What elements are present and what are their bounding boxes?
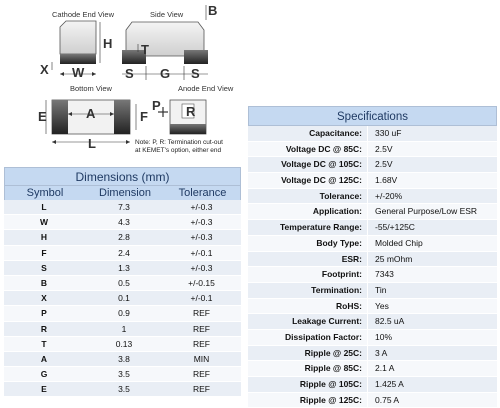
dimension-value: 1 (121, 323, 127, 334)
table-row (248, 361, 497, 377)
bottom-view-label: Bottom View (70, 84, 112, 93)
table-row (248, 330, 497, 346)
dimension-symbol: T (41, 338, 47, 349)
spec-label: Temperature Range: (279, 222, 362, 233)
termination-note (135, 139, 223, 155)
table-row (4, 230, 241, 245)
termination-note-line-2: at KEMET's option, either end (135, 147, 222, 154)
dimension-symbol: R (40, 323, 48, 334)
dimension-symbol: H (40, 232, 48, 243)
table-row (248, 189, 497, 205)
dimension-value: 4.3 (118, 217, 130, 228)
spec-value: 0.75 A (367, 393, 497, 408)
dimension-tolerance: +/-0.3 (190, 262, 213, 273)
dim-letter-g: G (160, 66, 171, 81)
dim-letter-s-right: S (191, 66, 200, 81)
spec-value: 10% (367, 330, 497, 345)
side-view-label: Side View (150, 10, 184, 19)
dimension-tolerance: +/-0.3 (190, 232, 213, 243)
spec-label: Ripple @ 25C: (304, 347, 362, 358)
dimension-symbol: X (41, 293, 47, 304)
dimension-value: 1.3 (118, 262, 130, 273)
dimension-tolerance: MIN (193, 353, 210, 364)
table-row (248, 126, 497, 142)
dimension-value: 0.1 (118, 293, 130, 304)
dimension-tolerance: +/-0.15 (188, 277, 215, 288)
dimensions-header-row (4, 186, 241, 200)
dimension-value: 3.8 (118, 353, 130, 364)
spec-value: 2.5V (367, 142, 497, 157)
spec-value: Yes (367, 299, 497, 314)
dimension-tolerance: +/-0.1 (190, 247, 213, 258)
table-row (4, 367, 241, 382)
dimension-symbol: L (41, 202, 47, 212)
dimension-symbol: A (40, 353, 48, 364)
cathode-end-view-label: Cathode End View (52, 10, 114, 19)
table-row (248, 314, 497, 330)
dimension-value: 0.5 (118, 277, 130, 288)
dimension-tolerance: REF (193, 369, 210, 380)
anode-end-view (158, 100, 206, 134)
dim-letter-p: P (152, 98, 161, 113)
dimension-tolerance: +/-0.1 (190, 293, 213, 304)
dim-letter-l: L (88, 136, 96, 151)
table-row (4, 322, 241, 337)
dimension-tolerance: +/-0.3 (190, 202, 213, 212)
spec-value: 25 mOhm (367, 252, 497, 267)
dimensions-header-symbol: Symbol (26, 187, 64, 199)
dim-letter-e: E (38, 109, 47, 124)
specifications-table (248, 106, 497, 408)
dim-letter-x: X (40, 62, 49, 77)
table-row (4, 291, 241, 306)
table-row (248, 377, 497, 393)
dimension-symbol: G (40, 369, 48, 380)
table-row (4, 215, 241, 230)
table-row (4, 352, 241, 367)
dim-letter-b: B (208, 3, 218, 18)
dimension-tolerance: REF (193, 308, 210, 319)
spec-value: +/-20% (367, 189, 497, 204)
table-row (248, 204, 497, 220)
dimension-value: 7.3 (118, 202, 130, 212)
spec-value: 82.5 uA (367, 314, 497, 329)
dimension-value: 3.5 (118, 384, 130, 395)
table-row (248, 346, 497, 362)
table-row (248, 173, 497, 189)
spec-label: Dissipation Factor: (285, 331, 362, 342)
specifications-body (248, 126, 497, 408)
table-row (248, 252, 497, 268)
dim-letter-h: H (103, 36, 113, 51)
spec-label: Capacitance: (309, 128, 362, 138)
spec-value: General Purpose/Low ESR (367, 204, 497, 219)
dimension-symbol: S (41, 262, 47, 273)
spec-value: 1.68V (367, 173, 497, 188)
table-row (4, 246, 241, 261)
specifications-title: Specifications (248, 106, 497, 126)
table-row (248, 157, 497, 173)
table-row (248, 299, 497, 315)
table-row (4, 337, 241, 352)
table-row (248, 142, 497, 158)
spec-value: 1.425 A (367, 377, 497, 392)
spec-label: Termination: (311, 284, 362, 295)
spec-label: Leakage Current: (292, 316, 362, 327)
dim-letter-w: W (72, 65, 85, 80)
dimension-symbol: P (41, 308, 47, 319)
dimension-value: 3.5 (118, 369, 130, 380)
spec-label: Application: (312, 206, 362, 217)
spec-label: Footprint: (321, 269, 362, 280)
dimension-tolerance: REF (193, 338, 210, 349)
dimension-symbol: W (39, 217, 49, 228)
package-drawing (0, 0, 250, 170)
dimensions-body (4, 200, 241, 397)
spec-value: 3 A (367, 346, 497, 361)
spec-value: 2.5V (367, 157, 497, 172)
dimension-tolerance: REF (193, 323, 210, 334)
anode-end-view-label: Anode End View (178, 84, 234, 93)
dimension-symbol: B (40, 277, 48, 288)
table-row (248, 236, 497, 252)
table-row (248, 220, 497, 236)
table-row (248, 283, 497, 299)
termination-note-line-1: Note: P, R: Termination cut-out (135, 139, 223, 146)
spec-label: Ripple @ 85C: (304, 363, 362, 374)
spec-label: Body Type: (316, 237, 362, 248)
dimension-value: 0.9 (118, 308, 130, 319)
table-row (4, 382, 241, 397)
dimension-tolerance: +/-0.3 (190, 217, 213, 228)
dimension-symbol: E (41, 384, 47, 395)
dimensions-header-dimension: Dimension (99, 187, 151, 199)
dim-letter-r: R (186, 104, 196, 119)
dim-letter-f: F (140, 109, 148, 124)
spec-label: ESR: (341, 253, 362, 264)
spec-label: RoHS: (336, 300, 362, 311)
dimension-value: 2.4 (118, 247, 130, 258)
table-row (4, 306, 241, 321)
spec-label: Voltage DC @ 125C: (281, 175, 362, 186)
dimension-value: 2.8 (118, 232, 130, 243)
spec-value: 2.1 A (367, 361, 497, 376)
dimensions-table (4, 167, 241, 397)
dim-letter-a: A (86, 106, 96, 121)
spec-label: Tolerance: (319, 190, 362, 201)
dimension-symbol: F (41, 247, 47, 258)
spec-label: Voltage DC @ 85C: (285, 143, 362, 154)
table-row (248, 267, 497, 283)
dimension-tolerance: REF (193, 384, 210, 395)
spec-label: Ripple @ 105C: (299, 379, 362, 389)
spec-value: Molded Chip (367, 236, 497, 251)
table-row (4, 276, 241, 291)
table-row (4, 200, 241, 215)
spec-value: -55/+125C (367, 220, 497, 235)
table-row (248, 393, 497, 408)
dim-letter-s-left: S (125, 66, 134, 81)
spec-label: Ripple @ 125C: (299, 394, 362, 405)
dim-letter-t: T (141, 42, 149, 57)
dimensions-header-tolerance: Tolerance (178, 187, 227, 199)
dimensions-title: Dimensions (mm) (4, 167, 241, 186)
spec-value: 7343 (367, 267, 497, 282)
spec-value: Tin (367, 283, 497, 298)
table-row (4, 261, 241, 276)
spec-value: 330 uF (367, 126, 497, 141)
spec-label: Voltage DC @ 105C: (281, 159, 362, 170)
dimension-value: 0.13 (115, 338, 133, 349)
